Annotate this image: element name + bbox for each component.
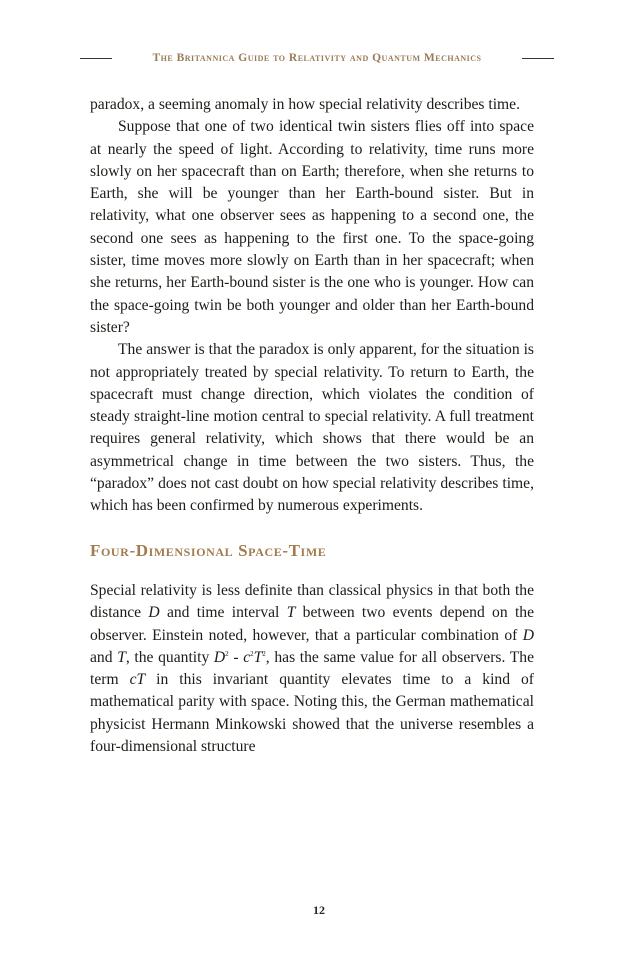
exponent: 2: [225, 649, 229, 658]
section-heading: Four-Dimensional Space-Time: [90, 540, 327, 560]
p4-text-1: Special relativity is less definite than classical physics in that both the distance: [90, 581, 534, 622]
symbol-t: T: [286, 604, 296, 622]
symbol-d: D: [148, 604, 160, 622]
symbol-ct: cT: [129, 671, 146, 689]
p4-text-3: between two events depend on the observer. Einstein noted, however, that a particular combination of: [90, 604, 534, 644]
paragraph-4: [90, 580, 534, 758]
rule-left: [80, 58, 112, 59]
symbol-d: D: [213, 648, 226, 666]
p4-text-5: , the quantity: [125, 648, 214, 666]
p4-text-7: , has the same value for all observers. The term: [90, 648, 534, 689]
running-head: [80, 52, 554, 64]
paragraph-2: Suppose that one of two identical twin sisters flies off into space at nearly the speed of light. According to relativity, time runs more slowly on her spacecraft than on Earth; therefore, when she returns to Earth, she will be younger than her Earth-bound sister. But in relativity, what one observer sees as happening to a second one, the second one sees as happening to the first one. To the space-going sister, time moves more slowly on Earth than in her spacecraft; when she returns, her Earth-bound sister is the one who is younger. How can the space-going twin be both younger and older than her Earth-bound sister?: [90, 118, 534, 336]
symbol-d: D: [522, 626, 534, 644]
running-title: The Britannica Guide to Relativity and Quantum Mechanics: [152, 52, 482, 64]
symbol-t: T: [253, 648, 263, 666]
p4-text-4: and: [90, 648, 118, 666]
paragraph-3: The answer is that the paradox is only apparent, for the situation is not appropriately treated by special relativity. To return to Earth, the spacecraft must change direction, which violates the condition of steady straight-line motion central to special relativity. A full treatment requires general relativity, which shows that there would be an asymmetrical change in time between the two sisters. Thus, the “paradox” does not cast doubt on how special relativity describes time, which has been confirmed by numerous experiments.: [90, 341, 534, 515]
symbol-c: c: [243, 648, 251, 666]
exponent: 2: [262, 649, 266, 658]
paragraph-1: paradox, a seeming anomaly in how special relativity describes time.: [90, 96, 520, 113]
page-number: 12: [313, 903, 325, 917]
p4-text-8: in this invariant quantity elevates time to a kind of mathematical parity with space. Noting this, the German mathematical physicist Hermann Minkowski showed that the universe resembles a four-dimensional structure: [90, 671, 534, 756]
body-text: [90, 94, 534, 758]
symbol-t: T: [117, 648, 126, 666]
p4-text-6: -: [228, 648, 244, 666]
p4-text-2: and time interval: [159, 604, 287, 622]
exponent: 2: [250, 649, 254, 658]
rule-right: [522, 58, 554, 59]
